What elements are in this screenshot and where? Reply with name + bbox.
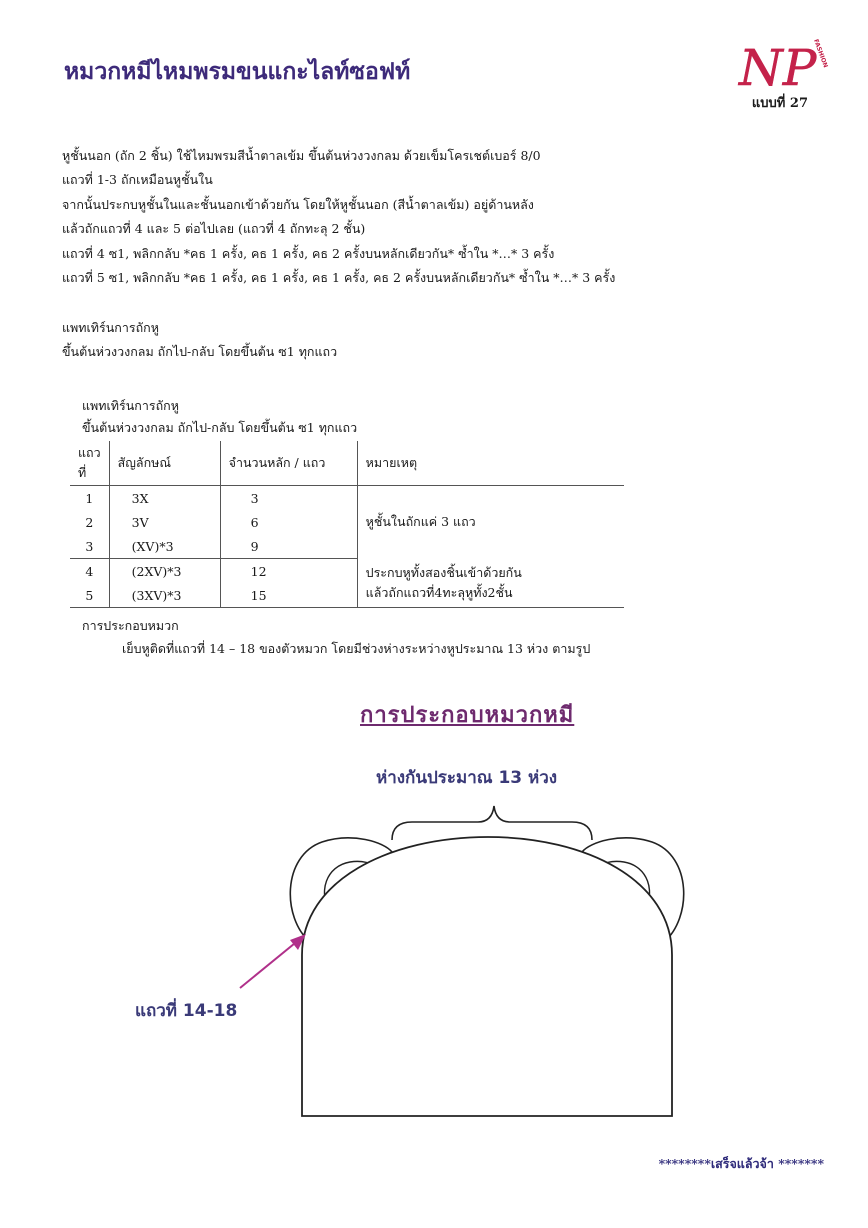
intro-line: แล้วถักแถวที่ 4 และ 5 ต่อไปเลย (แถวที่ 4 ถักทะลุ 2 ชั้น) [62, 221, 366, 237]
row-number: 2 [85, 514, 94, 530]
row-count: 15 [220, 583, 357, 608]
row-note: หูชั้นในถักแค่ 3 แถว [357, 486, 624, 559]
diagram-spacing-label: ห่างกันประมาณ 13 ห่วง [376, 768, 558, 788]
intro-line: แถวที่ 1-3 ถักเหมือนหูชั้นใน [62, 172, 213, 188]
intro-instructions [62, 144, 615, 290]
row-note-line: แล้วถักแถวที่4ทะลุหูทั้ง2ชั้น [365, 584, 513, 600]
ear-pattern-section [62, 316, 337, 364]
row-symbol: (XV)*3 [109, 534, 220, 559]
ear-pattern-table-section [82, 395, 357, 439]
row-symbol: 3X [109, 486, 220, 511]
row-note [357, 559, 624, 608]
logo-small-text: FASHION [812, 38, 829, 69]
header-note: หมายเหตุ [357, 441, 624, 486]
table-row [70, 559, 624, 584]
intro-line: จากนั้นประกบหูชั้นในและชั้นนอกเข้าด้วยกัน โดยให้หูชั้นนอก (สีน้ำตาลเข้ม) อยู่ด้านหลัง [62, 196, 534, 212]
row-count: 12 [220, 559, 357, 584]
header-symbol: สัญลักษณ์ [109, 441, 220, 486]
row-number: 3 [70, 534, 109, 559]
table-header-row [70, 441, 624, 486]
row-number: 1 [85, 490, 94, 506]
header-row-no: แถวที่ [70, 441, 109, 486]
section-heading: แพทเทิร์นการถักหู [62, 320, 159, 335]
assembly-heading: การประกอบหมวก [82, 618, 179, 633]
row-number: 5 [70, 583, 109, 608]
row-count: 6 [220, 510, 357, 534]
row-note-line: ประกบหูทั้งสองชิ้นเข้าด้วยกัน [365, 564, 522, 580]
row-number: 4 [85, 563, 94, 579]
footer-done-text: ********เสร็จแล้วจ้า ******* [658, 1156, 824, 1171]
np-fashion-logo [735, 30, 827, 100]
spacing-brace [392, 806, 592, 840]
section-heading: แพทเทิร์นการถักหู [82, 398, 179, 413]
intro-line: หูชั้นนอก (ถัก 2 ชิ้น) ใช้ไหมพรมสีน้ำตาลเข้ม ขึ้นต้นห่วงวงกลม ด้วยเข็มโครเชต์เบอร์ 8/0 [62, 148, 541, 163]
page-title: หมวกหมีไหมพรมขนแกะไลท์ซอฟท์ [64, 58, 411, 85]
hat-outline [302, 837, 672, 1116]
rows-arrow [240, 939, 300, 988]
row-count: 3 [220, 486, 357, 511]
section-text: ขึ้นต้นห่วงวงกลม ถักไป-กลับ โดยขึ้นต้น ซ1 ทุกแถว [62, 344, 338, 359]
intro-line: แถวที่ 5 ซ1, พลิกกลับ *คธ 1 ครั้ง, คธ 1 ครั้ง, คธ 1 ครั้ง, คธ 2 ครั้งบนหลักเดียวกัน* ซ้ำใน *…* 3 ครั้ง [62, 270, 616, 286]
stitch-table [70, 441, 624, 608]
pattern-number: แบบที่ 27 [751, 96, 808, 111]
intro-line: แถวที่ 4 ซ1, พลิกกลับ *คธ 1 ครั้ง, คธ 1 ครั้ง, คธ 2 ครั้งบนหลักเดียวกัน* ซ้ำใน *…* 3 ครั้ง [62, 245, 555, 261]
row-symbol: 3V [109, 510, 220, 534]
hat-assembly-diagram [0, 690, 868, 1140]
row-count: 9 [220, 534, 357, 559]
row-symbol: (3XV)*3 [109, 583, 220, 608]
logo-letters: NP [739, 39, 817, 97]
table-row [70, 486, 624, 511]
assembly-text: เย็บหูติดที่แถวที่ 14 – 18 ของตัวหมวก โดยมีช่วงห่างระหว่างหูประมาณ 13 ห่วง ตามรูป [122, 641, 591, 656]
diagram-title: การประกอบหมวกหมี [360, 703, 575, 728]
section-text: ขึ้นต้นห่วงวงกลม ถักไป-กลับ โดยขึ้นต้น ซ1 ทุกแถว [82, 420, 358, 435]
header-count: จำนวนหลัก / แถว [220, 441, 357, 486]
row-symbol: (2XV)*3 [109, 559, 220, 584]
diagram-rows-label: แถวที่ 14-18 [135, 1001, 238, 1021]
